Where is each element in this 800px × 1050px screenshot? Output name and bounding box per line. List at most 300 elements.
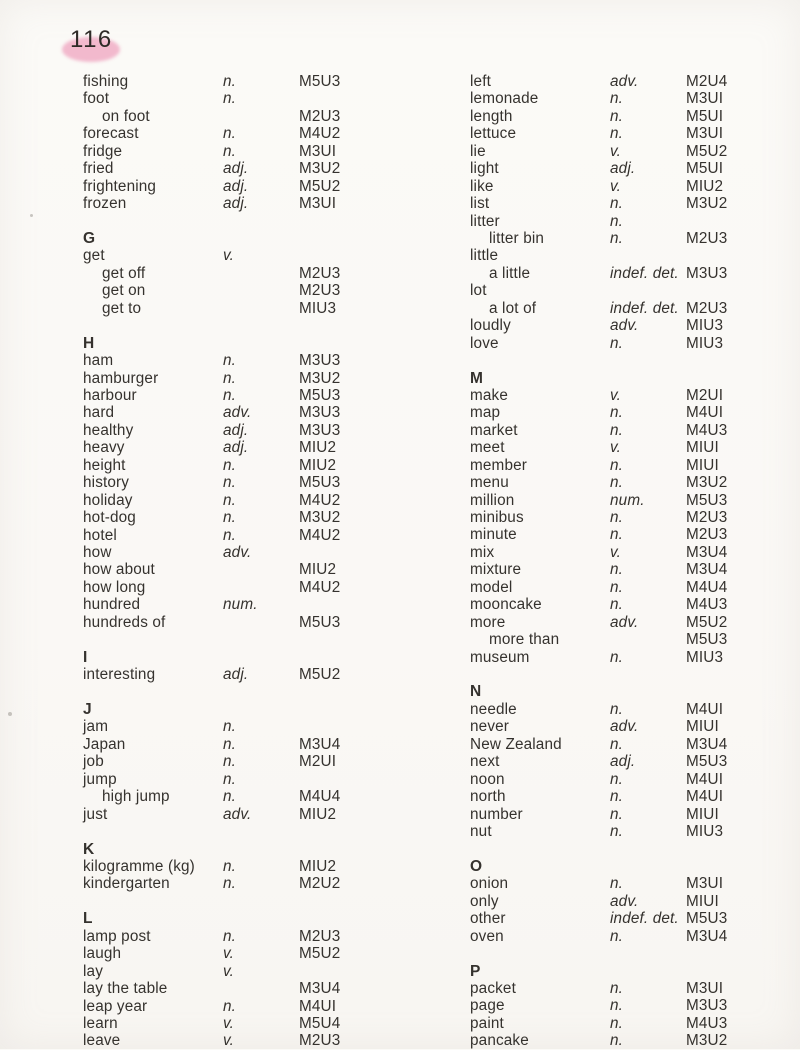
module-unit-code: M2UI xyxy=(299,753,337,771)
entry-row xyxy=(470,282,800,299)
part-of-speech: n. xyxy=(610,578,624,596)
entry-row xyxy=(470,422,800,439)
module-unit-code: M5U3 xyxy=(299,387,341,404)
module-unit-code: M5UI xyxy=(686,160,724,178)
entry-row xyxy=(83,788,413,805)
entry-row xyxy=(470,90,800,107)
word: never xyxy=(470,718,510,736)
entry-row xyxy=(470,736,800,753)
part-of-speech: n. xyxy=(610,822,624,840)
section-letter: L xyxy=(83,910,93,928)
word: harbour xyxy=(83,387,137,404)
word: how about xyxy=(83,561,155,579)
module-unit-code: M3U3 xyxy=(686,264,728,282)
part-of-speech: n. xyxy=(223,788,237,806)
entry-row xyxy=(83,474,413,491)
module-unit-code: M4U4 xyxy=(299,788,341,806)
module-unit-code: M3UI xyxy=(686,980,724,997)
module-unit-code: M3U2 xyxy=(299,160,341,178)
part-of-speech: indef. det. xyxy=(610,264,679,282)
module-unit-code: M4U2 xyxy=(299,578,341,596)
part-of-speech: v. xyxy=(610,439,622,457)
word: lot xyxy=(470,282,487,300)
part-of-speech: v. xyxy=(610,177,622,195)
word: only xyxy=(470,892,499,910)
word: on foot xyxy=(102,107,150,125)
part-of-speech: adj. xyxy=(223,160,249,178)
part-of-speech: n. xyxy=(610,107,624,125)
module-unit-code: M3U2 xyxy=(686,1032,728,1050)
entry-row xyxy=(470,526,800,543)
module-unit-code: MIU2 xyxy=(299,858,337,875)
module-unit-code: M4UI xyxy=(686,770,724,788)
word: just xyxy=(83,805,108,823)
part-of-speech: v. xyxy=(223,247,235,265)
entry-row xyxy=(83,352,413,369)
part-of-speech: adj. xyxy=(223,177,249,195)
entry-row xyxy=(470,387,800,404)
part-of-speech: n. xyxy=(610,421,624,439)
entry-row xyxy=(83,457,413,474)
part-of-speech: n. xyxy=(610,212,624,230)
part-of-speech: n. xyxy=(223,927,237,945)
entry-row xyxy=(470,1015,800,1032)
part-of-speech: adv. xyxy=(223,805,252,823)
part-of-speech: adv. xyxy=(223,543,252,561)
part-of-speech: v. xyxy=(610,142,622,160)
part-of-speech: adj. xyxy=(223,421,249,439)
entry-row xyxy=(83,178,413,195)
section-letter-heading xyxy=(470,370,800,387)
entry-row xyxy=(470,73,800,90)
section-letter-heading xyxy=(83,701,413,718)
module-unit-code: M3U2 xyxy=(686,474,728,492)
part-of-speech: n. xyxy=(610,125,624,143)
word: how long xyxy=(83,578,146,596)
section-letter-heading xyxy=(470,963,800,980)
entry-row xyxy=(83,980,413,997)
section-letter: J xyxy=(83,701,92,718)
section-letter-heading xyxy=(83,335,413,352)
entry-row xyxy=(83,1032,413,1049)
entry-row xyxy=(83,945,413,962)
module-unit-code: M5U3 xyxy=(686,631,728,649)
entry-row xyxy=(83,125,413,142)
entry-row xyxy=(83,527,413,544)
entry-row xyxy=(470,160,800,177)
entry-row xyxy=(470,247,800,264)
entry-row xyxy=(83,439,413,456)
word: frightening xyxy=(83,177,157,195)
entry-row xyxy=(470,649,800,666)
entry-row xyxy=(83,561,413,578)
entry-row xyxy=(83,387,413,404)
entry-row xyxy=(470,788,800,805)
entry-row xyxy=(83,90,413,107)
part-of-speech: adj. xyxy=(223,195,249,213)
part-of-speech: n. xyxy=(610,1014,624,1032)
module-unit-code: M3U3 xyxy=(299,404,341,422)
module-unit-code: M4UI xyxy=(686,700,724,718)
word: lemonade xyxy=(470,90,539,108)
word: Japan xyxy=(83,735,126,753)
word: next xyxy=(470,753,500,771)
module-unit-code: MIUI xyxy=(686,456,719,474)
word: museum xyxy=(470,648,530,666)
module-unit-code: M5U2 xyxy=(686,142,728,160)
scan-speck xyxy=(30,214,33,217)
entry-row xyxy=(470,544,800,561)
part-of-speech: n. xyxy=(223,526,237,544)
entry-row xyxy=(83,614,413,631)
entry-row xyxy=(83,928,413,945)
part-of-speech: v. xyxy=(223,1015,235,1032)
module-unit-code: M2U3 xyxy=(299,107,341,125)
entry-row xyxy=(470,771,800,788)
module-unit-code: M5U2 xyxy=(686,613,728,631)
part-of-speech: n. xyxy=(610,509,624,526)
part-of-speech: n. xyxy=(610,561,624,579)
module-unit-code: M4U2 xyxy=(299,491,341,509)
entry-row xyxy=(83,736,413,753)
word: kilogramme (kg) xyxy=(83,858,195,875)
entry-row xyxy=(83,73,413,90)
part-of-speech: n. xyxy=(223,753,237,771)
word: laugh xyxy=(83,945,122,963)
section-letter-heading xyxy=(83,230,413,247)
section-letter: O xyxy=(470,857,483,875)
module-unit-code: M3U2 xyxy=(299,509,341,527)
word: healthy xyxy=(83,421,134,439)
part-of-speech: n. xyxy=(610,805,624,823)
module-unit-code: M5U3 xyxy=(686,491,728,509)
word: menu xyxy=(470,474,509,492)
entry-row xyxy=(470,1032,800,1049)
entry-row xyxy=(83,1015,413,1032)
module-unit-code: MIU3 xyxy=(299,299,337,317)
entry-row xyxy=(470,457,800,474)
entry-row xyxy=(470,631,800,648)
part-of-speech: n. xyxy=(610,997,624,1015)
word: interesting xyxy=(83,666,156,684)
module-unit-code: M2U3 xyxy=(299,1032,341,1050)
module-unit-code: M3U4 xyxy=(686,543,728,561)
part-of-speech: adj. xyxy=(223,666,249,684)
module-unit-code: M5U2 xyxy=(299,666,341,684)
word: more than xyxy=(489,631,560,649)
module-unit-code: M3U4 xyxy=(299,735,341,753)
word: needle xyxy=(470,700,517,718)
part-of-speech: adj. xyxy=(610,753,636,771)
part-of-speech: adv. xyxy=(610,317,639,335)
part-of-speech: n. xyxy=(610,648,624,666)
word: mooncake xyxy=(470,596,542,614)
entry-row xyxy=(470,439,800,456)
word: mix xyxy=(470,543,495,561)
module-unit-code: M4U3 xyxy=(686,421,728,439)
word: hot-dog xyxy=(83,509,136,527)
module-unit-code: M5U2 xyxy=(299,177,341,195)
part-of-speech: n. xyxy=(610,980,624,997)
word: leap year xyxy=(83,997,148,1015)
module-unit-code: M3U2 xyxy=(299,369,341,387)
word: more xyxy=(470,613,506,631)
word: oven xyxy=(470,927,504,945)
part-of-speech: n. xyxy=(223,90,237,108)
module-unit-code: M2U3 xyxy=(686,299,728,317)
word: light xyxy=(470,160,499,178)
section-letter-heading xyxy=(83,649,413,666)
module-unit-code: MIU3 xyxy=(686,822,724,840)
word: how xyxy=(83,543,112,561)
word: litter bin xyxy=(489,229,545,247)
module-unit-code: M3UI xyxy=(299,142,337,160)
module-unit-code: M3U4 xyxy=(686,735,728,753)
module-unit-code: M3U3 xyxy=(299,352,341,370)
module-unit-code: M4U3 xyxy=(686,1014,728,1032)
module-unit-code: M5U2 xyxy=(299,945,341,963)
part-of-speech: n. xyxy=(610,1032,624,1050)
section-letter: M xyxy=(470,369,484,387)
word: little xyxy=(470,247,499,265)
module-unit-code: M2U3 xyxy=(299,282,341,300)
entry-row xyxy=(470,213,800,230)
entry-row xyxy=(470,335,800,352)
entry-row xyxy=(83,422,413,439)
module-unit-code: M3U3 xyxy=(686,997,728,1015)
word: fried xyxy=(83,160,114,178)
entry-row xyxy=(83,282,413,299)
part-of-speech: v. xyxy=(223,962,235,980)
part-of-speech: n. xyxy=(610,735,624,753)
part-of-speech: indef. det. xyxy=(610,910,679,928)
entry-row xyxy=(470,910,800,927)
part-of-speech: n. xyxy=(610,526,624,544)
part-of-speech: n. xyxy=(223,387,237,404)
entry-row xyxy=(83,544,413,561)
part-of-speech: num. xyxy=(610,491,645,509)
word: number xyxy=(470,805,523,823)
page-number: 116 xyxy=(70,26,113,53)
module-unit-code: M2U3 xyxy=(299,264,341,282)
word: loudly xyxy=(470,317,511,335)
entry-row xyxy=(470,300,800,317)
section-letter: H xyxy=(83,334,95,352)
entry-row xyxy=(470,893,800,910)
word: model xyxy=(470,578,513,596)
word: minute xyxy=(470,526,517,544)
word: learn xyxy=(83,1015,118,1032)
module-unit-code: MIU2 xyxy=(299,439,337,457)
entry-row xyxy=(470,718,800,735)
module-unit-code: M3UI xyxy=(686,875,724,893)
entry-row xyxy=(83,596,413,613)
part-of-speech: n. xyxy=(223,735,237,753)
entry-row xyxy=(83,875,413,892)
word: fishing xyxy=(83,73,129,90)
module-unit-code: M3UI xyxy=(686,90,724,108)
section-letter-heading xyxy=(470,858,800,875)
entry-row xyxy=(470,701,800,718)
word: New Zealand xyxy=(470,735,562,753)
entry-row xyxy=(470,492,800,509)
vocabulary-column-right xyxy=(470,73,800,1050)
module-unit-code: MIU3 xyxy=(686,648,724,666)
entry-row xyxy=(470,404,800,421)
module-unit-code: M4UI xyxy=(299,997,337,1015)
module-unit-code: M5U3 xyxy=(299,474,341,492)
module-unit-code: M2U3 xyxy=(686,229,728,247)
module-unit-code: M5U4 xyxy=(299,1015,341,1032)
part-of-speech: v. xyxy=(223,1032,235,1050)
word: other xyxy=(470,910,506,928)
module-unit-code: M2U4 xyxy=(686,73,728,90)
module-unit-code: M2U2 xyxy=(299,875,341,893)
module-unit-code: MIUI xyxy=(686,892,719,910)
word: frozen xyxy=(83,195,127,213)
section-letter-heading xyxy=(470,683,800,700)
module-unit-code: MIU2 xyxy=(299,805,337,823)
module-unit-code: M4UI xyxy=(686,404,724,422)
part-of-speech: n. xyxy=(610,334,624,352)
word: lettuce xyxy=(470,125,517,143)
word: hotel xyxy=(83,526,117,544)
word: hamburger xyxy=(83,369,159,387)
part-of-speech: n. xyxy=(223,474,237,492)
word: love xyxy=(470,334,499,352)
word: jam xyxy=(83,718,109,736)
module-unit-code: M5U3 xyxy=(299,613,341,631)
word: ham xyxy=(83,352,114,370)
part-of-speech: n. xyxy=(610,927,624,945)
part-of-speech: n. xyxy=(610,229,624,247)
section-letter: K xyxy=(83,840,95,858)
entry-row xyxy=(83,579,413,596)
section-letter: P xyxy=(470,962,481,980)
part-of-speech: n. xyxy=(610,456,624,474)
module-unit-code: M3U3 xyxy=(299,421,341,439)
word: make xyxy=(470,386,509,404)
word: foot xyxy=(83,90,110,108)
entry-row xyxy=(470,125,800,142)
word: nut xyxy=(470,822,492,840)
module-unit-code: M5UI xyxy=(686,107,724,125)
entry-row xyxy=(470,265,800,282)
module-unit-code: M4U3 xyxy=(686,596,728,614)
part-of-speech: n. xyxy=(610,474,624,492)
word: heavy xyxy=(83,439,125,457)
part-of-speech: n. xyxy=(223,73,237,90)
entry-row xyxy=(470,614,800,631)
section-letter: G xyxy=(83,230,96,247)
part-of-speech: adv. xyxy=(610,73,639,90)
word: million xyxy=(470,491,515,509)
entry-row xyxy=(470,596,800,613)
part-of-speech: n. xyxy=(610,596,624,614)
module-unit-code: M5U3 xyxy=(686,753,728,771)
word: history xyxy=(83,474,130,492)
entry-row xyxy=(83,300,413,317)
word: onion xyxy=(470,875,509,893)
word: a lot of xyxy=(489,299,537,317)
entry-row xyxy=(83,195,413,212)
word: market xyxy=(470,421,518,439)
entry-row xyxy=(470,230,800,247)
entry-row xyxy=(470,928,800,945)
entry-row xyxy=(83,492,413,509)
entry-row xyxy=(470,806,800,823)
entry-row xyxy=(83,143,413,160)
entry-row xyxy=(83,370,413,387)
word: get on xyxy=(102,282,146,300)
module-unit-code: MIUI xyxy=(686,805,719,823)
word: lie xyxy=(470,142,486,160)
module-unit-code: M3U4 xyxy=(686,561,728,579)
entry-row xyxy=(83,666,413,683)
part-of-speech: n. xyxy=(610,770,624,788)
entry-row xyxy=(470,579,800,596)
entry-row xyxy=(470,178,800,195)
word: hard xyxy=(83,404,115,422)
part-of-speech: n. xyxy=(223,491,237,509)
part-of-speech: adv. xyxy=(223,404,252,422)
word: map xyxy=(470,404,501,422)
word: member xyxy=(470,456,528,474)
part-of-speech: n. xyxy=(610,700,624,718)
part-of-speech: v. xyxy=(223,945,235,963)
entry-row xyxy=(83,265,413,282)
word: hundred xyxy=(83,596,141,614)
module-unit-code: M3U4 xyxy=(299,980,341,998)
module-unit-code: M4U4 xyxy=(686,578,728,596)
part-of-speech: n. xyxy=(223,142,237,160)
word: hundreds of xyxy=(83,613,166,631)
module-unit-code: M4UI xyxy=(686,788,724,806)
word: minibus xyxy=(470,509,524,526)
word: lay xyxy=(83,962,104,980)
module-unit-code: M3UI xyxy=(299,195,337,213)
part-of-speech: n. xyxy=(223,125,237,143)
part-of-speech: n. xyxy=(223,352,237,370)
part-of-speech: n. xyxy=(223,875,237,893)
word: lay the table xyxy=(83,980,168,998)
entry-row xyxy=(83,404,413,421)
word: get to xyxy=(102,299,142,317)
entry-row xyxy=(470,823,800,840)
module-unit-code: M5U3 xyxy=(299,73,341,90)
entry-row xyxy=(470,195,800,212)
module-unit-code: M3U2 xyxy=(686,195,728,213)
word: litter xyxy=(470,212,500,230)
module-unit-code: M2U3 xyxy=(299,927,341,945)
word: north xyxy=(470,788,506,806)
word: list xyxy=(470,195,490,213)
vocabulary-column-left xyxy=(83,73,413,1050)
module-unit-code: M5U3 xyxy=(686,910,728,928)
word: packet xyxy=(470,980,516,997)
entry-row xyxy=(470,753,800,770)
entry-row xyxy=(470,875,800,892)
module-unit-code: MIUI xyxy=(686,718,719,736)
part-of-speech: n. xyxy=(223,509,237,527)
part-of-speech: adj. xyxy=(223,439,249,457)
word: get off xyxy=(102,264,146,282)
entry-row xyxy=(470,997,800,1014)
entry-row xyxy=(470,108,800,125)
word: noon xyxy=(470,770,505,788)
part-of-speech: n. xyxy=(223,770,237,788)
part-of-speech: adv. xyxy=(610,718,639,736)
